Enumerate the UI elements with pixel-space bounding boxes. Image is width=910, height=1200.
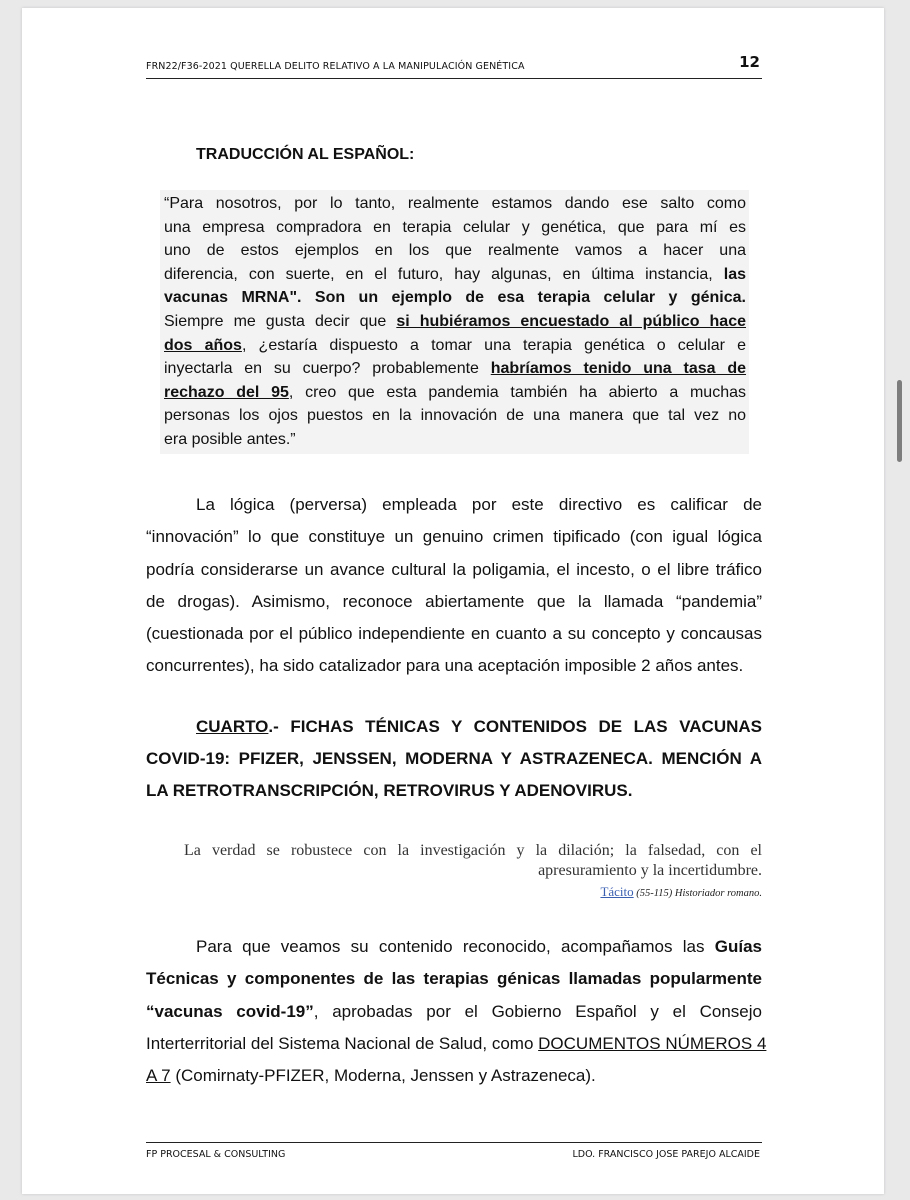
section-label: CUARTO <box>196 717 269 736</box>
analysis-paragraph: La lógica (perversa) empleada por este directivo es calificar de “innovación” lo que constituye un genuino crimen tipificado (con igual lógica podría considerarse un avance cultural la poligamia, el incesto, o el libre tráfico de drogas). Asimismo, reconoce abiertamente que la llamada “pandemia” (cuestionada por el público independiente en cuanto a su concepto y concausas concurrentes), ha sido catalizador para una aceptación imposible 2 años antes. <box>146 495 762 676</box>
quote-line: uno de estos ejemplos en los que realmente vamos a hacer una <box>164 242 746 260</box>
documents-reference: DOCUMENTOS NÚMEROS 4 <box>538 1033 767 1053</box>
footer-firm: FP PROCESAL & CONSULTING <box>146 1149 286 1160</box>
quote-line: “Para nosotros, por lo tanto, realmente estamos dando ese salto como <box>164 195 746 212</box>
quote-line: Siempre me gusta decir que si hubiéramos encuestado al público hace <box>164 312 747 330</box>
header-title: FRN22/F36-2021 QUERELLA DELITO RELATIVO A LA MANIPULACIÓN GENÉTICA <box>146 61 525 72</box>
scrollbar-thumb[interactable] <box>897 380 902 462</box>
epigraph-attribution: Tácito (55-115) Historiador romano. <box>600 884 762 899</box>
quote-line: dos años, ¿estaría dispuesto a tomar una terapia genética o celular e <box>164 336 746 354</box>
quote-line: rechazo del 95, creo que esta pandemia también ha abierto a muchas <box>164 383 746 401</box>
quote-line: una empresa compradora en terapia celular y genética, que para mí es <box>164 218 746 236</box>
page-number: 12 <box>739 53 760 71</box>
quote-line: era posible antes.” <box>164 430 296 448</box>
documents-paragraph: Para que veamos su contenido reconocido, acompañamos las Guías Técnicas y componentes de las terapias génicas llamadas popularmente “vacunas covid-19”, aprobadas por el Gobierno Español y el Consejo Interterritorial del Sistema Nacional de Salud, como DOCUMENTOS NÚMEROS 4 A 7 (Comirnaty-PFIZER, Moderna, Jenssen y Astrazeneca). <box>146 937 767 1086</box>
section-heading: CUARTO.- FICHAS TÉNICAS Y CONTENIDOS DE LAS VACUNAS COVID-19: PFIZER, JENSSEN, MODERNA Y ASTRAZENECA. MENCIÓN A LA RETROTRANSCRIPCIÓN, RETROVIRUS Y ADENOVIRUS. <box>146 717 762 800</box>
epigraph-quote: La verdad se robustece con la investigación y la dilación; la falsedad, con el apresuramiento y la incertidumbre. <box>184 842 762 879</box>
translation-heading: TRADUCCIÓN AL ESPAÑOL: <box>196 146 415 163</box>
author-link[interactable]: Tácito <box>600 884 634 899</box>
footer-lawyer: LDO. FRANCISCO JOSE PAREJO ALCAIDE <box>572 1149 760 1160</box>
page-header <box>146 52 762 79</box>
quote-line: personas los ojos puestos en la innovación de una manera que tal vez no <box>164 407 746 425</box>
quote-line: vacunas MRNA". Son un ejemplo de esa terapia celular y génica. <box>164 289 746 307</box>
quote-line: inyectarla en su cuerpo? probablemente habríamos tenido una tasa de <box>164 360 747 378</box>
translated-quote <box>160 190 749 454</box>
page-footer <box>146 1142 762 1160</box>
quote-line: diferencia, con suerte, en el futuro, hay algunas, en última instancia, las <box>164 265 746 283</box>
